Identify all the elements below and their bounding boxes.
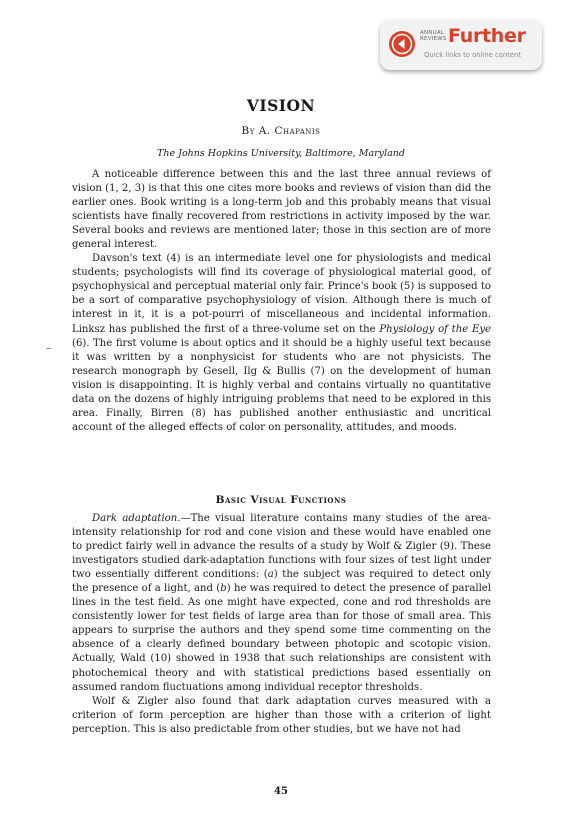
section-heading: Basic Visual Functions [215, 494, 347, 506]
margin-mark [46, 348, 51, 349]
paragraph: Davson's text (4) is an intermediate level one for physiologists and medical students; psychologists will find its coverage of physiological material good, of psychophysical and perceptual material only fair. Prince's book (5) is supposed to be a sort of comparative psychophysiology of vision. Although there is much of interest in it, it is a pot-pourri of miscellaneous and incidental information. Linksz has published the first of a three-volume set on the Physiology of the Eye (6). The first volume is about optics and it should be a highly useful text because it was written by a nonphysicist for students who are not physicists. The research monograph by Gesell, Ilg & Bullis (7) on the development of human vision is disappointing. It is highly verbal and contains virtually no quantitative data on the dozens of highly intriguing problems that need to be explored in this area. Finally, Birren (8) has published another enthusiastic and uncritical account of the alleged effects of color on personality, attitudes, and moods. [72, 253, 491, 433]
further-label: Further [448, 25, 526, 47]
paragraph: A noticeable difference between this and the last three annual reviews of vision (1, 2, 3) is that this one cites more books and reviews of vision than did the earlier ones. Book writing is a long-term job and this probably means that visual scientists have finally recovered from restrictions in activity imposed by the war. Several books and reviews are mentioned later; those in this section are of more general interest. [72, 169, 492, 251]
intro-text [72, 168, 491, 435]
article-title: VISION [246, 96, 316, 115]
annual-reviews-further-badge[interactable] [380, 20, 542, 70]
page-number: 45 [274, 786, 288, 797]
section-text [72, 512, 491, 737]
badge-subtitle: Quick links to online content [424, 51, 522, 59]
annual-reviews-label: ANNUAL REVIEWS [420, 30, 447, 42]
paragraph: Dark adaptation.—The visual literature contains many studies of the area-intensity relationship for rod and cone vision and these would have enabled one to predict fairly well in advance the results of a study by Wolf & Zigler (9). These investigators studied dark-adaptation functions with four sizes of test light under two essentially different conditions: (a) the subject was required to detect only the presence of a light, and (b) he was required to detect the presence of parallel lines in the test field. As one might have expected, cone and rod thresholds are consistently lower for test fields of large area than for those of small area. This appears to surprise the authors and they spend some time commenting on the absence of a clearly defined boundary between photopic and scotopic vision. Actually, Wald (10) showed in 1938 that such relationships are consistent with photochemical theory and with statistical predictions based essentially on assumed random fluctuations among individual receptor thresholds. [72, 513, 491, 693]
play-circle-icon [388, 30, 416, 58]
book-title: Physiology of the Eye [379, 323, 491, 335]
subsection-lead: Dark adaptation. [92, 513, 181, 524]
author-line: By A. Chapanis [241, 125, 321, 137]
paragraph: Wolf & Zigler also found that dark adaptation curves measured with a criterion of form perception are higher than those with a criterion of light perception. This is also predictable from other studies, but we have not had [72, 695, 491, 735]
affiliation: The Johns Hopkins University, Baltimore, Maryland [157, 148, 405, 159]
